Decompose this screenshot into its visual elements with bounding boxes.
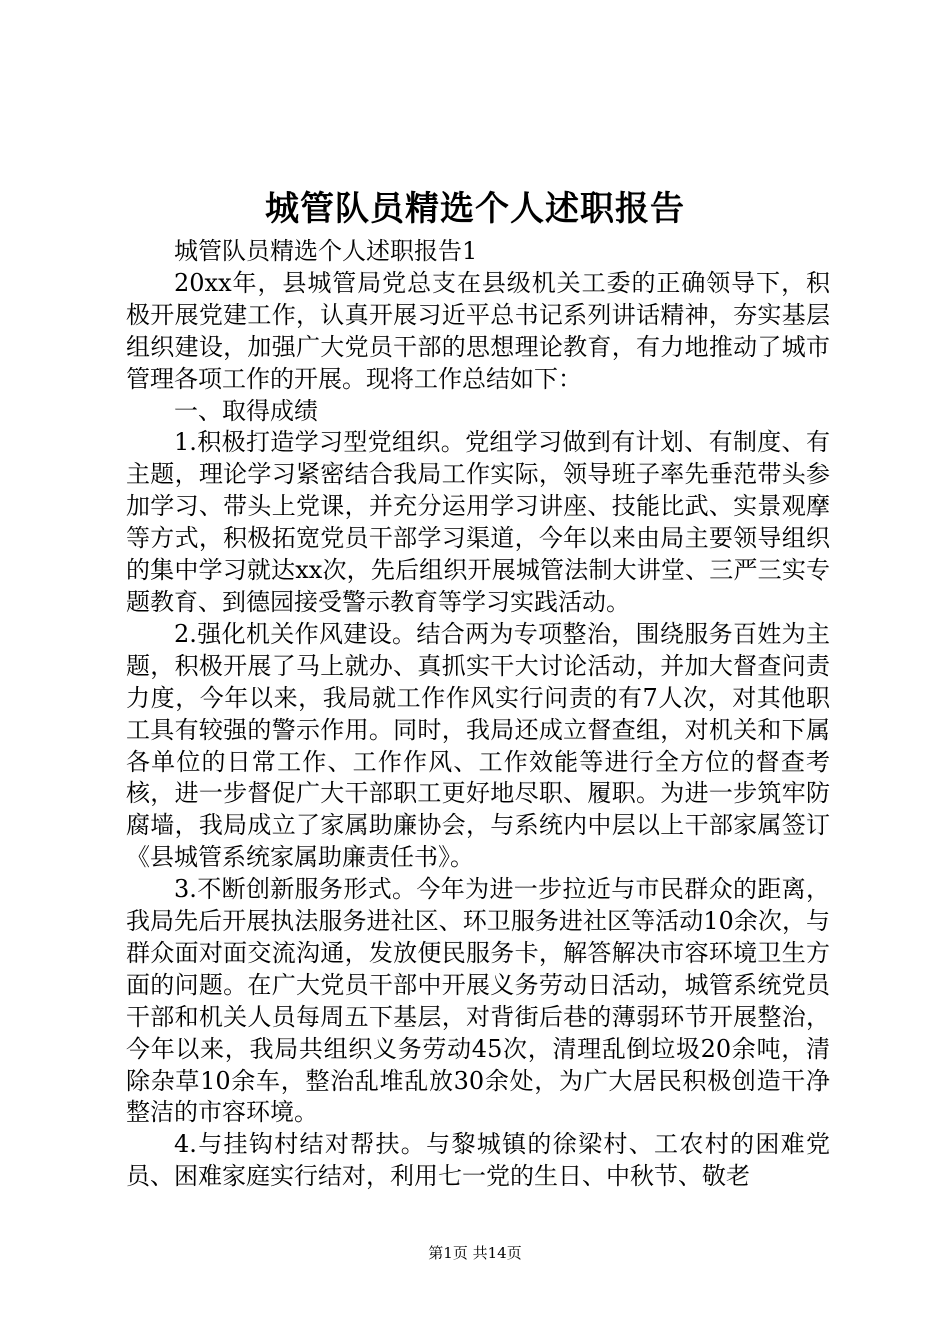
paragraph-item-4: 4.与挂钩村结对帮扶。与黎城镇的徐梁村、工农村的困难党员、困难家庭实行结对，利用七一党的生日、中秋节、敬老 — [126, 1130, 830, 1191]
section-heading: 一、取得成绩 — [174, 396, 318, 425]
paragraph-item-1: 1.积极打造学习型党组织。党组学习做到有计划、有制度、有主题，理论学习紧密结合我局工作实际，领导班子率先垂范带头参加学习、带头上党课，并充分运用学习讲座、技能比武、实景观摩等方式，积极拓宽党员干部学习渠道，今年以来由局主要领导组织的集中学习就达xx次，先后组织开展城管法制大讲堂、三严三实专题教育、到德园接受警示教育等学习实践活动。 — [126, 428, 830, 616]
paragraph-intro: 20xx年，县城管局党总支在县级机关工委的正确领导下，积极开展党建工作，认真开展习近平总书记系列讲话精神，夯实基层组织建设，加强广大党员干部的思想理论教育，有力地推动了城市管理各项工作的开展。现将工作总结如下： — [126, 268, 830, 393]
paragraph-subtitle: 城管队员精选个人述职报告1 — [174, 237, 478, 265]
document-body — [126, 236, 830, 1193]
document-title: 城管队员精选个人述职报告 — [265, 189, 685, 229]
paragraph-item-3: 3.不断创新服务形式。今年为进一步拉近与市民群众的距离，我局先后开展执法服务进社区、环卫服务进社区等活动10余次，与群众面对面交流沟通，发放便民服务卡，解答解决市容环境卫生方面的问题。在广大党员干部中开展义务劳动日活动，城管系统党员干部和机关人员每周五下基层，对背街后巷的薄弱环节开展整治，今年以来，我局共组织义务劳动45次，清理乱倒垃圾20余吨，清除杂草10余车，整治乱堆乱放30余处，为广大居民积极创造干净整洁的市容环境。 — [126, 875, 830, 1127]
page-footer: 第1页 共14页 — [428, 1244, 522, 1262]
paragraph-item-2: 2.强化机关作风建设。结合两为专项整治，围绕服务百姓为主题，积极开展了马上就办、真抓实干大讨论活动，并加大督查问责力度，今年以来，我局就工作作风实行问责的有7人次，对其他职工具有较强的警示作用。同时，我局还成立督查组，对机关和下属各单位的日常工作、工作作风、工作效能等进行全方位的督查考核，进一步督促广大干部职工更好地尽职、履职。为进一步筑牢防腐墙，我局成立了家属助廉协会，与系统内中层以上干部家属签订《县城管系统家属助廉责任书》。 — [126, 619, 830, 872]
